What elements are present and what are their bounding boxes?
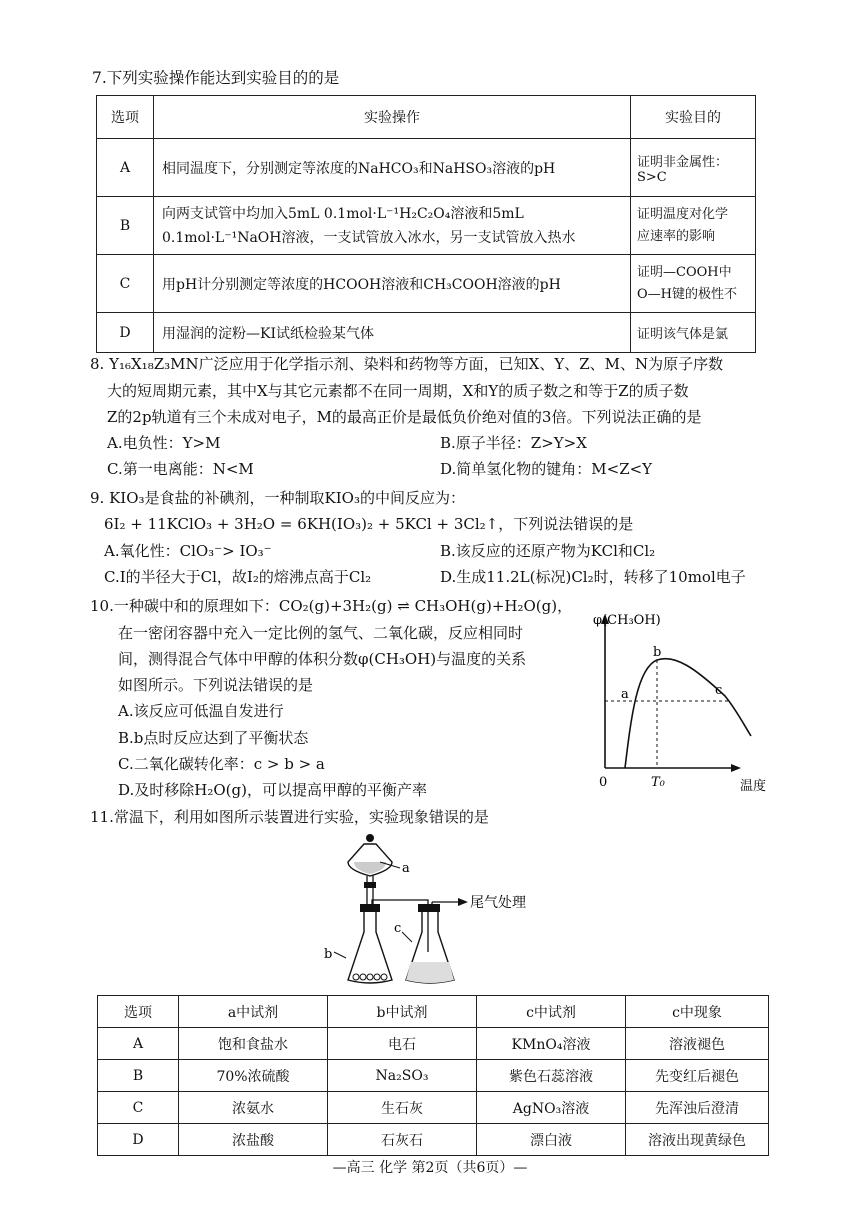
table-row <box>97 313 756 353</box>
q10-line2: 在一密闭容器中充入一定比例的氢气、二氧化碳，反应相同时 <box>118 624 524 642</box>
point-b-label: b <box>653 645 662 660</box>
c-phenomenon-cell: 溶液褪色 <box>626 1028 769 1060</box>
x-axis-label: 温度 <box>740 779 767 794</box>
c-reagent-cell: AgNO₃溶液 <box>477 1092 626 1124</box>
stopper-b <box>360 904 380 912</box>
header-c-phenomenon: c中现象 <box>626 996 769 1028</box>
operation-cell: 用pH计分别测定等浓度的HCOOH溶液和CH₃COOH溶液的pH <box>154 255 631 313</box>
page-footer: —高三 化学 第2页（共6页）— <box>332 1160 528 1176</box>
option-cell: C <box>97 255 154 313</box>
header-option: 选项 <box>98 996 179 1028</box>
q9-line1: 9. KIO₃是食盐的补碘剂，一种制取KIO₃的中间反应为： <box>90 489 465 507</box>
solid-particles <box>353 974 387 980</box>
operation-line: 向两支试管中均加入5mL 0.1mol·L⁻¹H₂C₂O₄溶液和5mL <box>162 205 524 222</box>
stopper-c <box>418 904 440 912</box>
apparatus-diagram <box>320 832 580 992</box>
header-c-reagent: c中试剂 <box>477 996 626 1028</box>
label-a: a <box>402 861 410 876</box>
q8-line1: 8. Y₁₆X₁₈Z₃MN广泛应用于化学指示剂、染料和药物等方面，已知X、Y、Z、M、N为原子序数 <box>90 355 724 373</box>
header-a-reagent: a中试剂 <box>179 996 328 1028</box>
funnel-stopper-icon <box>366 834 374 842</box>
table-row <box>98 1092 769 1124</box>
aim-line: 证明温度对化学 <box>637 206 729 222</box>
table-header-row <box>98 996 769 1028</box>
q10-line4: 如图所示。下列说法错误的是 <box>118 676 314 694</box>
t0-label: T₀ <box>651 775 665 790</box>
header-option: 选项 <box>97 96 154 139</box>
c-phenomenon-cell: 先浑浊后澄清 <box>626 1092 769 1124</box>
header-aim: 实验目的 <box>631 96 756 139</box>
table-row <box>98 1060 769 1092</box>
operation-cell: 相同温度下，分别测定等浓度的NaHCO₃和NaHSO₃溶液的pH <box>154 139 631 197</box>
option-cell: A <box>98 1028 179 1060</box>
label-b: b <box>324 947 333 962</box>
q7-table <box>96 95 756 353</box>
table-row <box>98 1028 769 1060</box>
q9-choice-c: C.I的半径大于Cl，故I₂的熔沸点高于Cl₂ <box>104 568 372 586</box>
exhaust-label: 尾气处理 <box>470 895 526 911</box>
option-cell: D <box>98 1124 179 1156</box>
b-reagent-cell: 生石灰 <box>328 1092 477 1124</box>
label-c: c <box>394 921 402 936</box>
aim-cell: 证明该气体是氯 <box>631 313 756 353</box>
option-cell: D <box>97 313 154 353</box>
table-row <box>98 1124 769 1156</box>
c-reagent-cell: 漂白液 <box>477 1124 626 1156</box>
option-cell: B <box>98 1060 179 1092</box>
point-a-label: a <box>621 687 629 702</box>
aim-line: 应速率的影响 <box>637 228 716 244</box>
c-reagent-cell: 紫色石蕊溶液 <box>477 1060 626 1092</box>
q8-line2: 大的短周期元素，其中X与其它元素都不在同一周期，X和Y的质子数之和等于Z的质子数 <box>107 382 689 400</box>
stopcock <box>364 882 376 888</box>
flask-c-liquid <box>406 962 454 983</box>
q10-choice-b: B.b点时反应达到了平衡状态 <box>118 729 309 747</box>
table-row <box>97 139 756 197</box>
q10-line3: 间，测得混合气体中甲醇的体积分数φ(CH₃OH)与温度的关系 <box>118 650 527 668</box>
a-reagent-cell: 浓氨水 <box>179 1092 328 1124</box>
option-cell: C <box>98 1092 179 1124</box>
header-operation: 实验操作 <box>154 96 631 139</box>
operation-cell: 用湿润的淀粉—KI试纸检验某气体 <box>154 313 631 353</box>
exhaust-arrow-icon <box>458 898 468 906</box>
y-axis-label: φ(CH₃OH) <box>593 613 661 628</box>
c-phenomenon-cell: 先变红后褪色 <box>626 1060 769 1092</box>
a-reagent-cell: 70%浓硫酸 <box>179 1060 328 1092</box>
aim-cell: 证明非金属性：S>C <box>631 139 756 197</box>
option-cell: B <box>97 197 154 255</box>
aim-line: 证明—COOH中 <box>637 264 732 280</box>
c-phenomenon-cell: 溶液出现黄绿色 <box>626 1124 769 1156</box>
origin-label: 0 <box>599 775 608 790</box>
b-reagent-cell: 电石 <box>328 1028 477 1060</box>
q10-graph <box>585 608 780 813</box>
q10-line1: 10.一种碳中和的原理如下：CO₂(g)+3H₂(g) ⇌ CH₃OH(g)+H₂O(g)， <box>90 597 573 615</box>
option-cell: A <box>97 139 154 197</box>
q8-line3: Z的2p轨道有三个未成对电子，M的最高正价是最低负价绝对值的3倍。下列说法正确的是 <box>107 408 702 426</box>
b-reagent-cell: Na₂SO₃ <box>328 1060 477 1092</box>
a-reagent-cell: 浓盐酸 <box>179 1124 328 1156</box>
q8-choice-d: D.简单氢化物的键角：M<Z<Y <box>440 460 653 478</box>
q10-choice-c: C.二氧化碳转化率：c > b > a <box>118 755 325 773</box>
table-row <box>97 255 756 313</box>
q9-equation: 6I₂ + 11KClO₃ + 3H₂O = 6KH(IO₃)₂ + 5KCl + 3Cl₂↑，下列说法错误的是 <box>104 515 634 533</box>
q9-choice-d: D.生成11.2L(标况)Cl₂时，转移了10mol电子 <box>440 568 746 586</box>
label-c-pointer <box>402 932 412 942</box>
q8-choice-b: B.原子半径：Z>Y>X <box>440 434 587 452</box>
b-reagent-cell: 石灰石 <box>328 1124 477 1156</box>
point-c-label: c <box>715 683 723 698</box>
table-header-row <box>97 96 756 139</box>
x-axis-arrow <box>731 764 741 772</box>
label-b-pointer <box>334 952 346 958</box>
aim-line: O—H键的极性不 <box>637 286 737 302</box>
curve <box>625 659 751 768</box>
q9-choice-a: A.氧化性：ClO₃⁻> IO₃⁻ <box>104 542 272 560</box>
q9-choice-b: B.该反应的还原产物为KCl和Cl₂ <box>440 542 656 560</box>
operation-cell <box>154 197 631 255</box>
operation-line: 0.1mol·L⁻¹NaOH溶液，一支试管放入冰水，另一支试管放入热水 <box>162 229 576 246</box>
aim-cell <box>631 197 756 255</box>
a-reagent-cell: 饱和食盐水 <box>179 1028 328 1060</box>
q8-choice-c: C.第一电离能：N<M <box>107 460 254 478</box>
q7-stem: 7.下列实验操作能达到实验目的的是 <box>92 69 340 87</box>
q10-choice-d: D.及时移除H₂O(g)，可以提高甲醇的平衡产率 <box>118 781 427 799</box>
q8-choice-a: A.电负性：Y>M <box>107 434 221 452</box>
q11-table <box>97 995 769 1156</box>
c-reagent-cell: KMnO₄溶液 <box>477 1028 626 1060</box>
q11-stem: 11.常温下，利用如图所示装置进行实验，实验现象错误的是 <box>90 808 489 826</box>
flask-b <box>348 912 392 983</box>
table-row <box>97 197 756 255</box>
q10-choice-a: A.该反应可低温自发进行 <box>118 702 284 720</box>
aim-cell <box>631 255 756 313</box>
header-b-reagent: b中试剂 <box>328 996 477 1028</box>
